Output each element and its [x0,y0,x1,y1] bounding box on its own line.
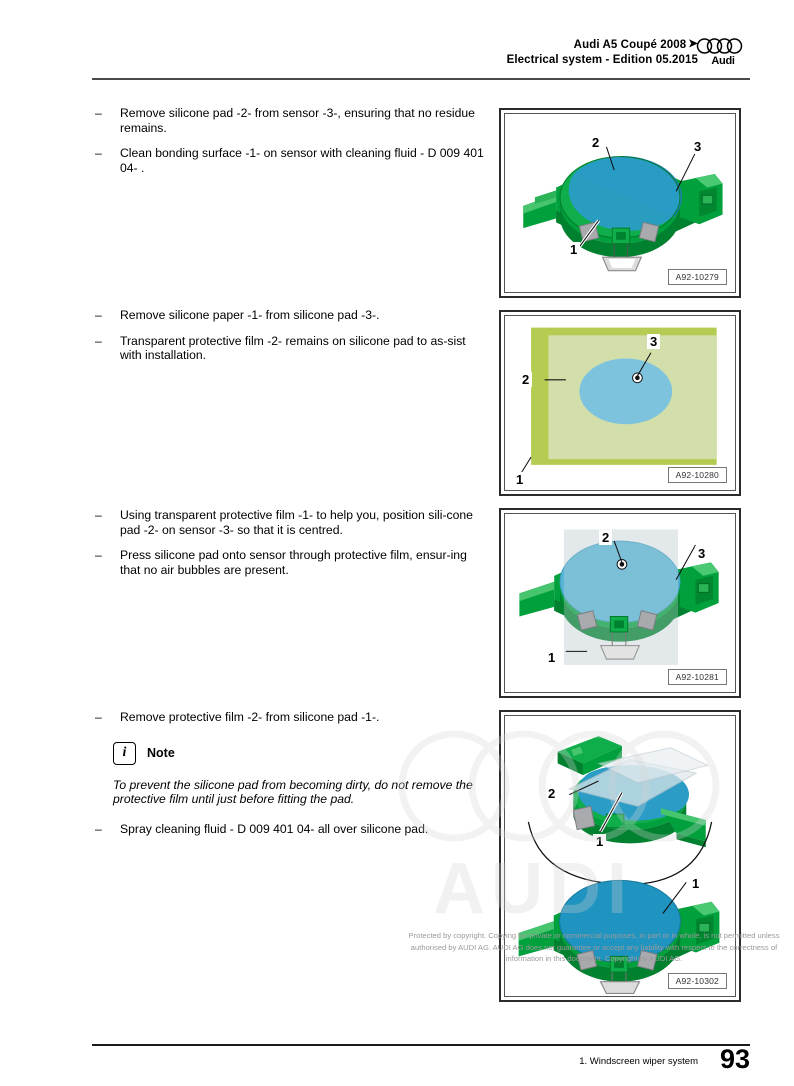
list-item [92,548,484,577]
figure-2-illustration [505,316,735,490]
list-item [92,710,484,725]
callout-1: 1 [567,242,580,257]
callout-3: 3 [695,546,708,561]
list-item-text: Clean bonding surface -1- on sensor with cleaning fluid - D 009 401 04- . [120,146,484,175]
figure-code: A92-10279 [668,269,727,285]
list-item-text: Transparent protective film -2- remains on silicone pad to as-sist with installation. [120,333,466,363]
instruction-block-1 [92,106,484,186]
note-text: To prevent the silicone pad from becoming dirty, do not remove the protective film until just before fitting the pad. [113,777,473,807]
figure-4-frame [504,715,736,997]
list-item-text: Spray cleaning fluid - D 009 401 04- all over silicone pad. [120,821,429,836]
dash-bullet-icon: – [95,106,102,120]
header-edition: Electrical system - Edition 05.2015 [506,54,698,66]
footer-section-title: 1. Windscreen wiper system [579,1056,698,1067]
callout-1: 1 [513,472,526,487]
audi-rings-icon [696,37,750,55]
figure-1 [499,108,741,298]
list-item-text: Remove silicone pad -2- from sensor -3-, ensuring that no residue remains. [120,106,475,135]
instruction-block-3 [92,508,484,588]
figure-code: A92-10302 [668,973,727,989]
note-label: Note [147,746,175,761]
audi-wordmark: Audi [711,55,735,67]
list-item-text: Remove protective film -2- from silicone pad -1-. [120,710,380,724]
figure-code: A92-10281 [668,669,727,685]
callout-2: 2 [599,530,612,545]
list-item [92,308,484,323]
figure-2-frame [504,315,736,491]
dash-bullet-icon: – [95,548,102,563]
list-item [92,334,484,363]
info-icon-glyph: i [122,745,127,761]
instruction-block-2 [92,308,484,374]
callout-1: 1 [545,650,558,665]
instruction-block-4 [92,710,484,847]
audi-logo [696,37,750,71]
figure-4-illustration [505,716,735,996]
dash-bullet-icon: – [95,146,102,161]
list-item [92,106,484,135]
dash-bullet-icon: – [95,710,102,724]
callout-2: 2 [519,372,532,387]
page-number: 93 [719,1044,750,1074]
figure-4 [499,710,741,1002]
figure-3-frame [504,513,736,693]
callout-3: 3 [691,139,704,154]
callout-1: 1 [593,834,606,849]
callout-1-lower: 1 [689,876,702,891]
dash-bullet-icon: – [95,508,102,522]
footer-divider [92,1044,750,1046]
figure-3 [499,508,741,698]
figure-3-illustration [505,514,735,692]
callout-2: 2 [589,135,602,150]
dash-bullet-icon: – [95,821,102,836]
watermark-audi-wordmark: AUDI [433,849,633,929]
figure-2 [499,310,741,496]
dash-bullet-icon: – [95,333,102,348]
callout-3: 3 [647,334,660,349]
callout-2: 2 [545,786,558,801]
dash-bullet-icon: – [95,308,102,322]
list-item [92,508,484,537]
header-arrow-icon: ➤ [688,38,698,50]
note-header [113,742,484,765]
page-header [0,0,794,86]
info-icon [113,742,136,765]
list-item-text: Using transparent protective film -1- to help you, position sili-cone pad -2- on sensor -3- so that it is centred. [120,508,473,537]
list-item [92,146,484,175]
list-item [92,822,484,837]
header-divider [92,78,750,80]
list-item-text: Remove silicone paper -1- from silicone pad -3-. [120,308,380,322]
list-item-text: Press silicone pad onto sensor through protective film, ensur-ing that no air bubbles are present. [120,548,467,577]
header-title-block [507,38,698,68]
copyright-notice: Protected by copyright. Copying for private or commercial purposes, in part or in whole, is not permitted unless authorised by AUDI AG. AUDI AG does not guarantee or accept any liability with respect to the correctness of information in this document. Copyright by AUDI AG. [408,931,780,963]
figure-1-frame [504,113,736,293]
header-model: Audi A5 Coupé 2008 [573,39,687,51]
figure-code: A92-10280 [668,467,727,483]
